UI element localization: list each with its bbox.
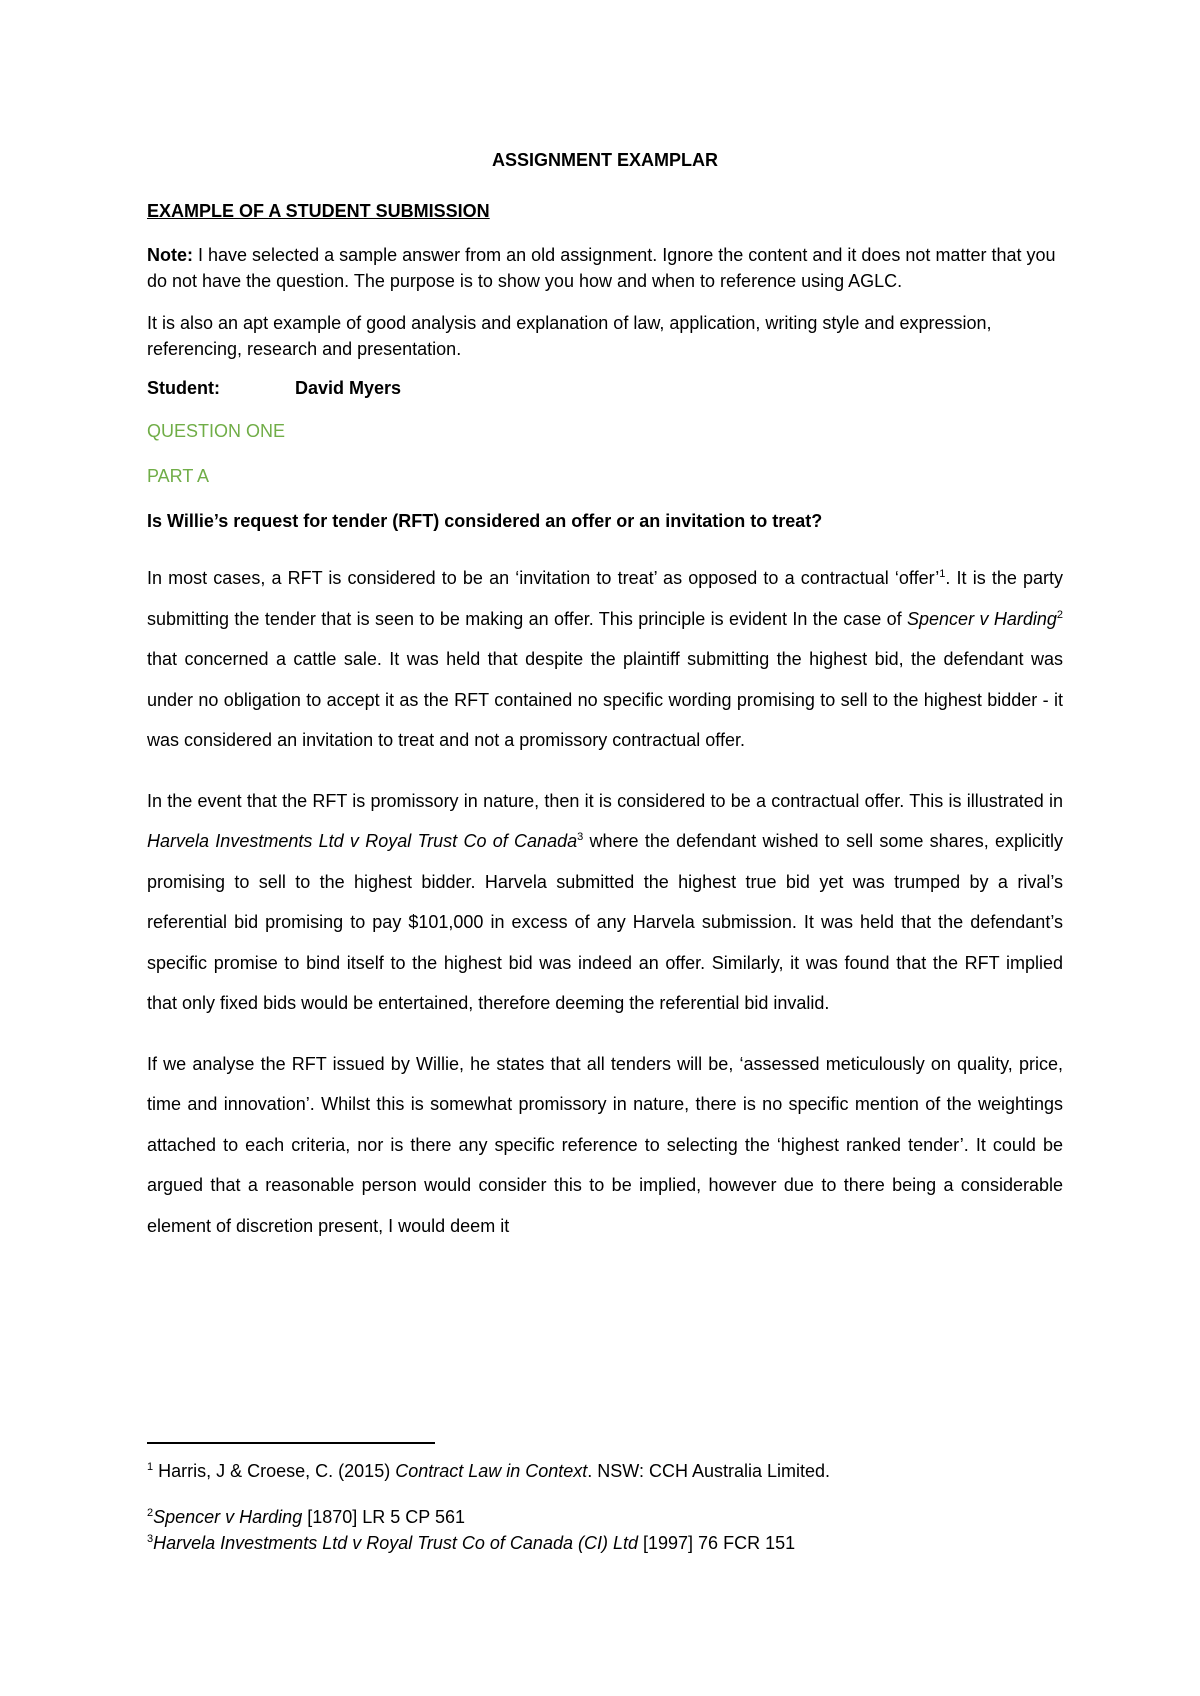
footnote-2: [147, 1504, 1063, 1530]
footnote-number: 1: [147, 1461, 154, 1473]
footnote-separator: [147, 1442, 435, 1444]
note-text: I have selected a sample answer from an old assignment. Ignore the content and it does not matter that you do not have the question. The purpose is to show you how and when to reference using AGLC.: [147, 245, 1056, 291]
document-body: [147, 150, 1063, 1246]
note-paragraph: [147, 242, 1063, 294]
footnote-number: 3: [147, 1533, 154, 1545]
footnote-text: [1997] 76 FCR 151: [638, 1533, 796, 1553]
answer-paragraph-1: [147, 558, 1063, 761]
case-name-spencer: Spencer v Harding: [907, 608, 1057, 629]
footnote-case-name: Spencer v Harding: [153, 1507, 303, 1527]
footnote-text: Harris, J & Croese, C. (2015): [153, 1461, 396, 1481]
part-heading: PART A: [147, 466, 210, 486]
question-heading: Is Willie’s request for tender (RFT) considered an offer or an invitation to treat?: [147, 511, 823, 531]
document-subtitle: EXAMPLE OF A STUDENT SUBMISSION: [147, 201, 490, 221]
note-label: Note:: [147, 245, 193, 265]
footnote-number: 2: [147, 1507, 154, 1519]
footnote-case-name: Harvela Investments Ltd v Royal Trust Co of Canada (CI) Ltd: [153, 1533, 638, 1553]
intro-paragraph: It is also an apt example of good analysis and explanation of law, application, writing style and expression, referencing, research and presentation.: [147, 313, 992, 359]
paragraph-text: In most cases, a RFT is considered to be an ‘invitation to treat’ as opposed to a contractual ‘offer’: [147, 568, 940, 588]
student-name: David Myers: [295, 378, 402, 398]
paragraph-text: . It is the party submitting the tender that is seen to be making an offer. This principle is evident In the case of: [147, 568, 1064, 629]
case-name-harvela: Harvela Investments Ltd v Royal Trust Co of Canada: [147, 831, 578, 851]
paragraph-text: where the defendant wished to sell some shares, explicitly promising to sell to the highest bidder. Harvela submitted the highest true bid yet was trumped by a rival’s referential bid promising to pay $101,000 in excess of any Harvela submission. It was held that the defendant’s specific promise to bind itself to the highest bid was indeed an offer. Similarly, it was found that the RFT implied that only fixed bids would be entertained, therefore deeming the referential bid invalid.: [147, 831, 1064, 1013]
document-title: ASSIGNMENT EXAMPLAR: [491, 150, 718, 170]
footnote-ref-2[interactable]: 2: [1056, 608, 1063, 621]
footnotes-section: [147, 1442, 1063, 1556]
student-row: [147, 378, 1063, 399]
answer-paragraph-3: If we analyse the RFT issued by Willie, he states that all tenders will be, ‘assessed meticulously on quality, price, time and innovation’. Whilst this is somewhat promissory in nature, there is no specific mention of the weightings attached to each criteria, nor is there any specific reference to selecting the ‘highest ranked tender’. It could be argued that a reasonable person would consider this to be implied, however due to there being a considerable element of discretion present, I would deem it: [147, 1053, 1063, 1236]
footnote-text: [1870] LR 5 CP 561: [302, 1507, 466, 1527]
student-label: Student:: [147, 378, 220, 398]
intro-section: [147, 242, 1063, 362]
answer-body: [147, 558, 1063, 1246]
answer-paragraph-2: [147, 781, 1063, 1024]
footnote-3: [147, 1530, 1063, 1556]
footnote-ref-3[interactable]: 3: [577, 831, 584, 843]
footnote-ref-1[interactable]: 1: [939, 568, 946, 580]
question-number-heading: QUESTION ONE: [147, 421, 286, 441]
paragraph-text: In the event that the RFT is promissory in nature, then it is considered to be a contractual offer. This is illustrated in: [147, 790, 1063, 811]
paragraph-text: that concerned a cattle sale. It was held that despite the plaintiff submitting the highest bid, the defendant was under no obligation to accept it as the RFT contained no specific wording promising to sell to the highest bidder - it was considered an invitation to treat and not a promissory contractual offer.: [147, 649, 1063, 750]
footnote-1: [147, 1458, 1063, 1484]
footnote-text: . NSW: CCH Australia Limited.: [587, 1461, 831, 1481]
footnote-book-title: Contract Law in Context: [395, 1461, 588, 1481]
